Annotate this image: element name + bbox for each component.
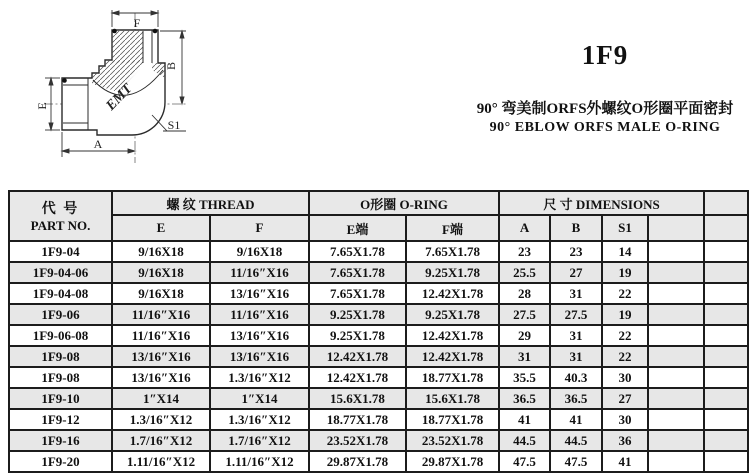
header-part-no-cn: 代 号 <box>41 202 80 217</box>
table-row <box>9 388 748 409</box>
empty-cell <box>648 451 704 472</box>
dim-s1-cell: 22 <box>602 283 648 304</box>
dim-a-cell: 47.5 <box>499 451 550 472</box>
thread-f-cell: 1.3/16″X12 <box>210 409 309 430</box>
oring-e-cell: 12.42X1.78 <box>309 346 406 367</box>
part-no-cell: 1F9-08 <box>9 346 112 367</box>
header-extra-group <box>704 191 748 215</box>
dim-b-cell: 31 <box>550 283 602 304</box>
header-empty-2 <box>704 215 748 241</box>
table-row <box>9 451 748 472</box>
empty-cell <box>648 346 704 367</box>
header-part-no-en: PART NO. <box>30 218 91 233</box>
thread-e-cell: 9/16X18 <box>112 241 210 262</box>
thread-f-cell: 13/16″X16 <box>210 283 309 304</box>
table-row <box>9 367 748 388</box>
part-no-cell: 1F9-16 <box>9 430 112 451</box>
header-dim-s1: S1 <box>602 215 648 241</box>
dim-s1-cell: 27 <box>602 388 648 409</box>
empty-cell <box>648 283 704 304</box>
header-dimensions-group: 尺 寸 DIMENSIONS <box>499 191 704 215</box>
header-dim-b: B <box>550 215 602 241</box>
empty-cell <box>648 241 704 262</box>
part-no-cell: 1F9-06 <box>9 304 112 325</box>
dim-b-cell: 47.5 <box>550 451 602 472</box>
dim-a-cell: 44.5 <box>499 430 550 451</box>
oring-f-cell: 12.42X1.78 <box>406 346 499 367</box>
thread-f-cell: 13/16″X16 <box>210 346 309 367</box>
thread-e-cell: 9/16X18 <box>112 283 210 304</box>
empty-cell <box>648 325 704 346</box>
dimension-label-b: B <box>164 61 178 71</box>
empty-cell <box>704 262 748 283</box>
empty-cell <box>704 283 748 304</box>
dim-s1-cell: 36 <box>602 430 648 451</box>
thread-f-cell: 9/16X18 <box>210 241 309 262</box>
header-thread-e: E <box>112 215 210 241</box>
dim-b-cell: 27 <box>550 262 602 283</box>
oring-f-cell: 18.77X1.78 <box>406 367 499 388</box>
dim-s1-cell: 41 <box>602 451 648 472</box>
dim-s1-cell: 19 <box>602 262 648 283</box>
oring-f-cell: 7.65X1.78 <box>406 241 499 262</box>
oring-f-cell: 18.77X1.78 <box>406 409 499 430</box>
part-no-cell: 1F9-12 <box>9 409 112 430</box>
empty-cell <box>704 346 748 367</box>
dim-a-cell: 28 <box>499 283 550 304</box>
thread-f-cell: 1.3/16″X12 <box>210 367 309 388</box>
table-row <box>9 430 748 451</box>
header-dim-a: A <box>499 215 550 241</box>
empty-cell <box>704 325 748 346</box>
dim-a-cell: 35.5 <box>499 367 550 388</box>
oring-e-cell: 7.65X1.78 <box>309 262 406 283</box>
thread-f-cell: 1″X14 <box>210 388 309 409</box>
thread-f-cell: 11/16″X16 <box>210 262 309 283</box>
empty-cell <box>648 262 704 283</box>
thread-e-cell: 9/16X18 <box>112 262 210 283</box>
oring-e-cell: 12.42X1.78 <box>309 367 406 388</box>
oring-e-cell: 18.77X1.78 <box>309 409 406 430</box>
thread-e-cell: 13/16″X16 <box>112 346 210 367</box>
dim-s1-cell: 19 <box>602 304 648 325</box>
thread-e-cell: 1.7/16″X12 <box>112 430 210 451</box>
header-empty-1 <box>648 215 704 241</box>
dim-a-cell: 23 <box>499 241 550 262</box>
part-no-cell: 1F9-04-06 <box>9 262 112 283</box>
empty-cell <box>648 367 704 388</box>
table-row <box>9 409 748 430</box>
oring-e-cell: 9.25X1.78 <box>309 304 406 325</box>
thread-e-cell: 1.3/16″X12 <box>112 409 210 430</box>
header-row-groups <box>9 191 748 215</box>
oring-e-cell: 15.6X1.78 <box>309 388 406 409</box>
part-no-cell: 1F9-10 <box>9 388 112 409</box>
part-no-cell: 1F9-04-08 <box>9 283 112 304</box>
empty-cell <box>704 388 748 409</box>
empty-cell <box>648 304 704 325</box>
empty-cell <box>648 409 704 430</box>
dim-a-cell: 36.5 <box>499 388 550 409</box>
empty-cell <box>704 430 748 451</box>
header-oring-f: F端 <box>406 215 499 241</box>
oring-e-cell: 7.65X1.78 <box>309 283 406 304</box>
dim-b-cell: 23 <box>550 241 602 262</box>
dim-b-cell: 27.5 <box>550 304 602 325</box>
dimension-label-s1: S1 <box>167 118 181 132</box>
fitting-drawing <box>0 0 250 190</box>
oring-e-cell: 7.65X1.78 <box>309 241 406 262</box>
oring-e-cell: 9.25X1.78 <box>309 325 406 346</box>
table-row <box>9 325 748 346</box>
dim-s1-cell: 14 <box>602 241 648 262</box>
oring-f-cell: 12.42X1.78 <box>406 325 499 346</box>
dim-s1-cell: 22 <box>602 325 648 346</box>
thread-e-cell: 1″X14 <box>112 388 210 409</box>
oring-f-cell: 15.6X1.78 <box>406 388 499 409</box>
brand-text: EMT <box>103 81 136 114</box>
part-no-cell: 1F9-20 <box>9 451 112 472</box>
empty-cell <box>648 430 704 451</box>
thread-e-cell: 1.11/16″X12 <box>112 451 210 472</box>
oring-f-cell: 9.25X1.78 <box>406 262 499 283</box>
title-block <box>455 40 750 136</box>
dim-s1-cell: 30 <box>602 409 648 430</box>
table-row <box>9 346 748 367</box>
oring-f-cell: 29.87X1.78 <box>406 451 499 472</box>
header-thread-group: 螺 纹 THREAD <box>112 191 309 215</box>
table-row <box>9 283 748 304</box>
header-oring-e: E端 <box>309 215 406 241</box>
thread-f-cell: 13/16″X16 <box>210 325 309 346</box>
oring-f-cell: 12.42X1.78 <box>406 283 499 304</box>
dim-a-cell: 25.5 <box>499 262 550 283</box>
table-row <box>9 241 748 262</box>
thread-e-cell: 13/16″X16 <box>112 367 210 388</box>
thread-e-cell: 11/16″X16 <box>112 304 210 325</box>
subtitle-chinese: 90° 弯美制ORFS外螺纹O形圈平面密封 <box>476 101 734 117</box>
part-no-cell: 1F9-06-08 <box>9 325 112 346</box>
dim-b-cell: 40.3 <box>550 367 602 388</box>
thread-f-cell: 11/16″X16 <box>210 304 309 325</box>
empty-cell <box>704 304 748 325</box>
dim-s1-cell: 22 <box>602 346 648 367</box>
part-no-cell: 1F9-08 <box>9 367 112 388</box>
dimension-label-e: E <box>35 102 49 110</box>
dim-a-cell: 29 <box>499 325 550 346</box>
dimension-label-f: F <box>133 16 141 30</box>
table-row <box>9 262 748 283</box>
thread-f-cell: 1.7/16″X12 <box>210 430 309 451</box>
dim-b-cell: 44.5 <box>550 430 602 451</box>
thread-f-cell: 1.11/16″X12 <box>210 451 309 472</box>
empty-cell <box>648 388 704 409</box>
dim-b-cell: 36.5 <box>550 388 602 409</box>
empty-cell <box>704 367 748 388</box>
dim-b-cell: 41 <box>550 409 602 430</box>
dim-b-cell: 31 <box>550 325 602 346</box>
oring-e-cell: 29.87X1.78 <box>309 451 406 472</box>
header-thread-f: F <box>210 215 309 241</box>
table-row <box>9 304 748 325</box>
spec-table <box>8 190 749 473</box>
dim-a-cell: 27.5 <box>499 304 550 325</box>
dim-s1-cell: 30 <box>602 367 648 388</box>
dimension-label-a: A <box>93 137 103 151</box>
empty-cell <box>704 451 748 472</box>
dim-b-cell: 31 <box>550 346 602 367</box>
header-part-no <box>9 191 112 241</box>
oring-f-cell: 9.25X1.78 <box>406 304 499 325</box>
empty-cell <box>704 241 748 262</box>
subtitle-english: 90° EBLOW ORFS MALE O-RING <box>489 120 721 135</box>
oring-f-cell: 23.52X1.78 <box>406 430 499 451</box>
thread-e-cell: 11/16″X16 <box>112 325 210 346</box>
model-number: 1F9 <box>581 40 629 70</box>
header-oring-group: O形圈 O-RING <box>309 191 499 215</box>
header-row-columns <box>9 215 748 241</box>
part-no-cell: 1F9-04 <box>9 241 112 262</box>
dim-a-cell: 41 <box>499 409 550 430</box>
oring-e-cell: 23.52X1.78 <box>309 430 406 451</box>
empty-cell <box>704 409 748 430</box>
dim-a-cell: 31 <box>499 346 550 367</box>
